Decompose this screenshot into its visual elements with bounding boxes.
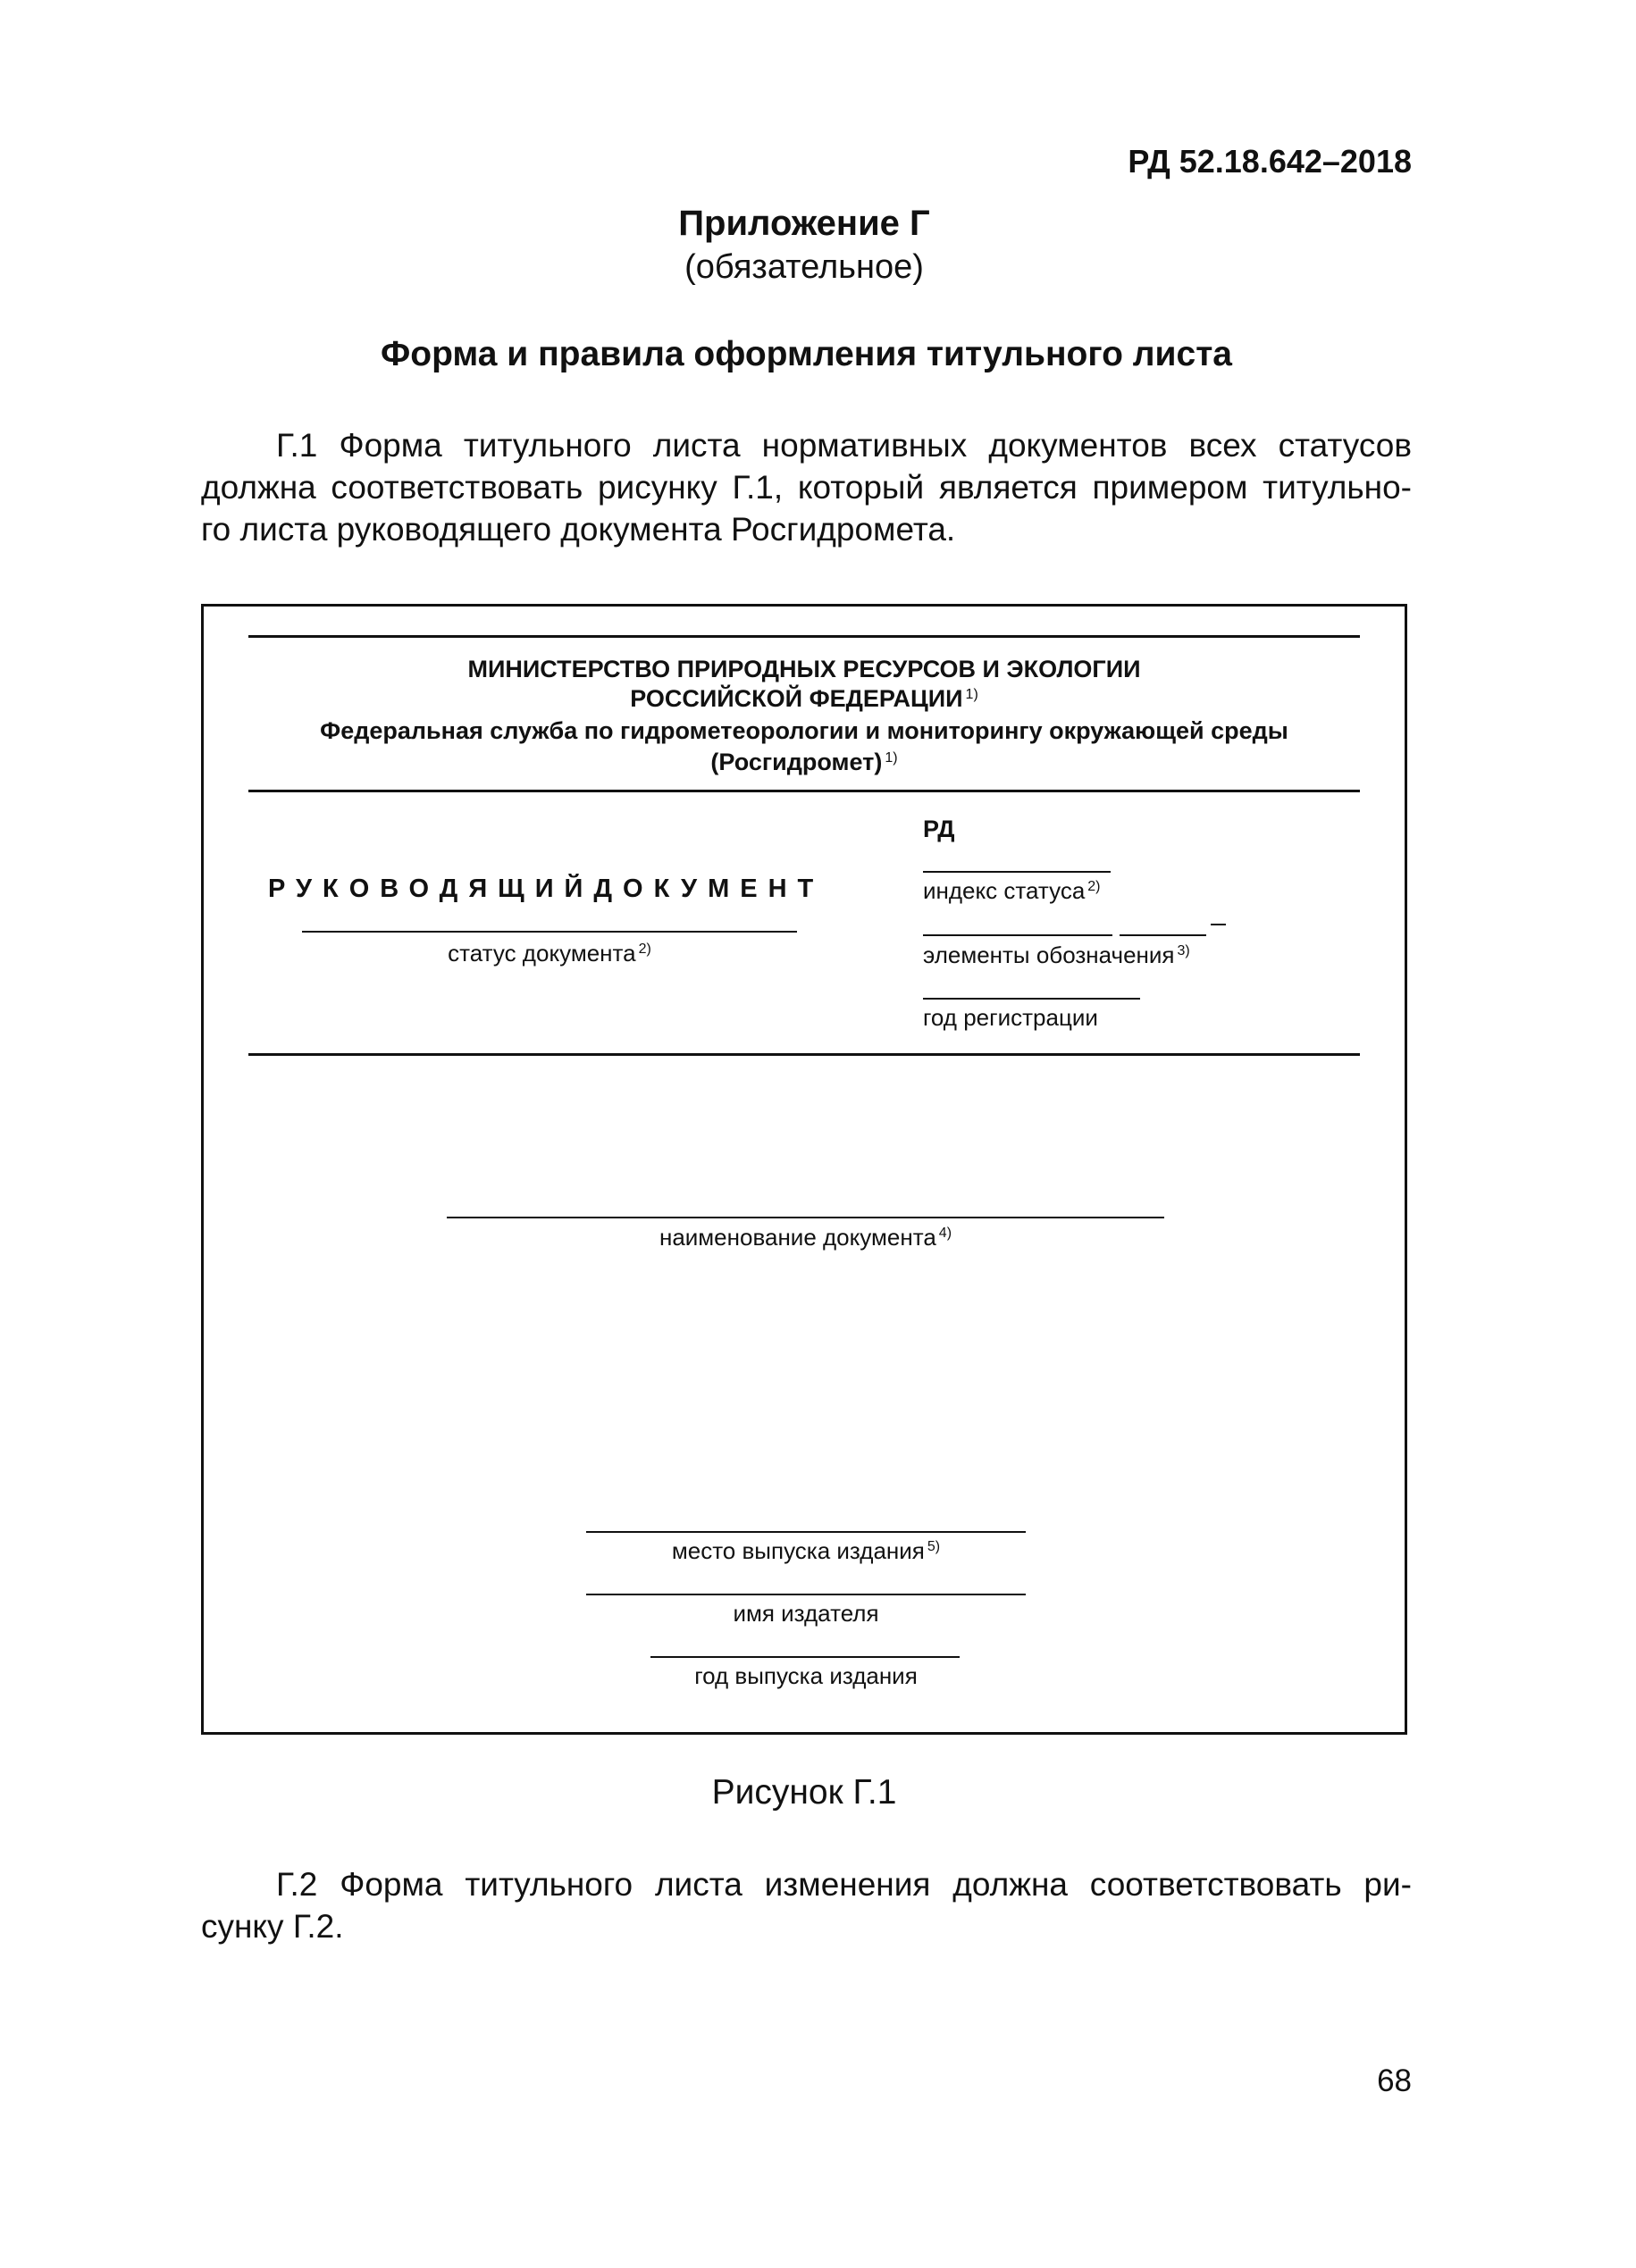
elements-line-1 [923,934,1112,936]
header-bottom-rule [248,790,1360,792]
paragraph-line: должна соответствовать рисунку Г.1, который является примером титульно- [201,469,1412,506]
footnote-mark: 4) [938,1226,952,1241]
annex-subtitle: (обязательное) [684,248,924,286]
place-line [586,1531,1026,1533]
document-code: РД 52.18.642–2018 [1128,143,1412,180]
rd-label: РД [923,816,955,842]
publisher-label: имя издателя [733,1600,879,1627]
page-number: 68 [1377,2063,1412,2098]
annex-title: Приложение Г [678,204,930,243]
name-label: наименование документа $^{4)}$ [659,1224,952,1251]
paragraph-g1 [201,424,1412,550]
year-label: год регистрации [923,1004,1098,1031]
paragraph-line: Г.1 Форма титульного листа нормативных документов всех статусов [276,427,1412,464]
year-line [923,998,1140,1000]
footnote-mark: 2) [1087,879,1101,894]
status-line [302,931,797,933]
service-line-2: (Росгидромет) $^{1)}$ [710,749,898,775]
status-label: статус документа $^{2)}$ [448,940,651,967]
footnote-mark: 1) [885,750,898,766]
service-line-1: Федеральная служба по гидрометеорологии и мониторингу окружающей среды [320,717,1288,744]
place-label: место выпуска издания $^{5)}$ [671,1537,941,1564]
footnote-mark: 2) [638,942,651,957]
section-title: Форма и правила оформления титульного листа [381,335,1232,373]
footnote-mark: 1) [965,687,978,702]
figure-caption: Рисунок Г.1 [711,1773,897,1812]
elements-line-2 [1120,934,1206,936]
elements-dash [1211,924,1226,925]
ministry-line-1: МИНИСТЕРСТВО ПРИРОДНЫХ РЕСУРСОВ И ЭКОЛОГИИ [467,656,1141,682]
ministry-line-2: РОССИЙСКОЙ ФЕДЕРАЦИИ $^{1)}$ [630,685,978,712]
footnote-mark: 5) [927,1539,941,1554]
paragraph-g2 [201,1863,1412,1947]
document-type: РУКОВОДЯЩИЙДОКУМЕНТ [268,875,825,903]
index-label: индекс статуса $^{2)}$ [923,877,1101,904]
footnote-mark: 3) [1177,943,1190,958]
elements-label: элементы обозначения $^{3)}$ [923,942,1190,968]
paragraph-line: го листа руководящего документа Росгидромета. [201,511,956,548]
publisher-line [586,1594,1026,1595]
middle-rule [248,1053,1360,1056]
index-line [923,871,1111,873]
paragraph-line: Г.2 Форма титульного листа изменения должна соответствовать ри- [276,1866,1412,1903]
pub-year-line [650,1656,960,1658]
frame-top-rule [248,635,1360,638]
pub-year-label: год выпуска издания [694,1662,918,1689]
name-line [447,1217,1164,1218]
paragraph-line: сунку Г.2. [201,1908,344,1945]
